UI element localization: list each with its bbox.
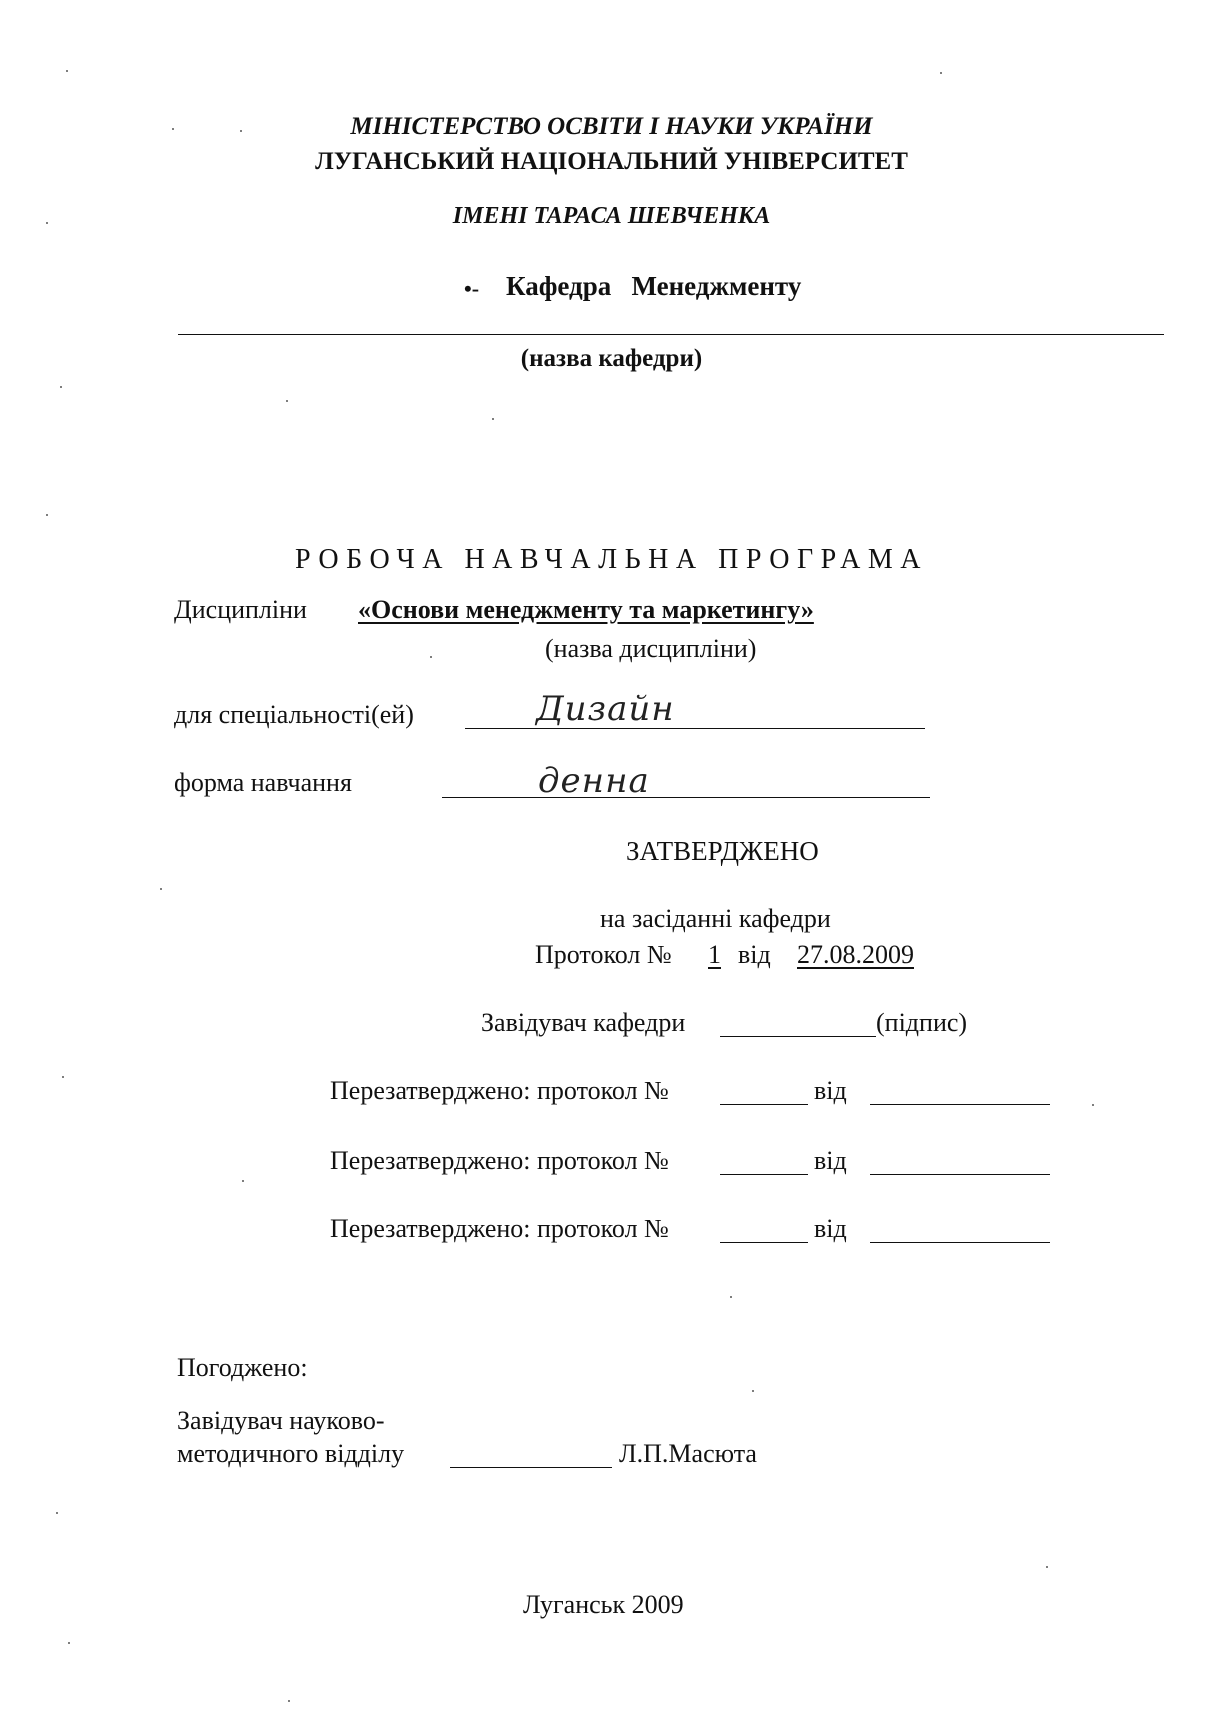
- discipline-label: Дисципліни: [174, 595, 307, 624]
- city-year: Луганськ 2009: [523, 1590, 684, 1619]
- program-title: РОБОЧА НАВЧАЛЬНА ПРОГРАМА: [295, 544, 928, 575]
- scan-speck: [66, 70, 68, 72]
- reapproval-from-1: від: [814, 1076, 847, 1105]
- signature-caption: (підпис): [876, 1008, 968, 1037]
- reapproval-from-2: від: [814, 1146, 847, 1175]
- reapproval-date-line-2: [870, 1174, 1050, 1175]
- approval-title: ЗАТВЕРДЖЕНО: [626, 836, 819, 866]
- scan-speck: [46, 222, 48, 224]
- discipline-name: «Основи менеджменту та маркетингу»: [358, 595, 814, 624]
- agreement-person: Л.П.Масюта: [619, 1439, 757, 1468]
- department-name: Кафедра Менеджменту: [506, 271, 802, 301]
- reapproval-number-line-3: [720, 1242, 808, 1243]
- specialty-handwritten: Дизайн: [536, 689, 675, 729]
- scan-speck: [242, 1180, 244, 1182]
- protocol-prefix: Протокол №: [535, 940, 672, 969]
- scan-speck: [1092, 1104, 1094, 1106]
- scan-speck: [240, 130, 242, 132]
- scan-speck: [56, 1512, 58, 1514]
- reapproval-label-2: Перезатверджено: протокол №: [330, 1146, 669, 1175]
- scan-speck: [940, 72, 942, 74]
- agreement-signature-line: [450, 1467, 612, 1468]
- university-heading: ЛУГАНСЬКИЙ НАЦІОНАЛЬНИЙ УНІВЕРСИТЕТ: [315, 148, 908, 175]
- approval-meeting: на засіданні кафедри: [600, 904, 831, 933]
- protocol-from: від: [738, 940, 771, 969]
- specialty-label: для спеціальності(ей): [174, 700, 414, 729]
- study-form-handwritten: денна: [538, 761, 650, 801]
- scan-speck: [1046, 1566, 1048, 1568]
- scan-speck: [62, 1076, 64, 1078]
- scan-speck: [46, 514, 48, 516]
- head-signature-line: [720, 1036, 876, 1037]
- agreement-position-line2: методичного відділу: [177, 1439, 405, 1468]
- scan-speck: [288, 1700, 290, 1702]
- department-mark: •-: [464, 276, 480, 301]
- agreement-position-line1: Завідувач науково-: [177, 1406, 385, 1435]
- scan-speck: [60, 386, 62, 388]
- reapproval-label-1: Перезатверджено: протокол №: [330, 1076, 669, 1105]
- protocol-date: 27.08.2009: [797, 940, 914, 969]
- scan-speck: [286, 400, 288, 402]
- reapproval-date-line-1: [870, 1104, 1050, 1105]
- reapproval-number-line-2: [720, 1174, 808, 1175]
- study-form-label: форма навчання: [174, 768, 352, 797]
- reapproval-number-line-1: [720, 1104, 808, 1105]
- specialty-underline: [465, 728, 925, 729]
- reapproval-from-3: від: [814, 1214, 847, 1243]
- discipline-caption: (назва дисципліни): [545, 634, 757, 663]
- head-of-department-label: Завідувач кафедри: [481, 1008, 686, 1037]
- university-named-after: ІМЕНІ ТАРАСА ШЕВЧЕНКА: [452, 203, 771, 229]
- department-caption: (назва кафедри): [520, 345, 703, 372]
- scan-speck: [430, 656, 432, 658]
- protocol-number: 1: [708, 940, 721, 969]
- scan-speck: [752, 1390, 754, 1392]
- scan-speck: [492, 418, 494, 420]
- scan-speck: [172, 128, 174, 130]
- scan-speck: [68, 1642, 70, 1644]
- study-form-underline: [442, 797, 930, 798]
- scan-speck: [730, 1296, 732, 1298]
- reapproval-date-line-3: [870, 1242, 1050, 1243]
- department-divider: [178, 334, 1164, 335]
- agreement-label: Погоджено:: [177, 1353, 308, 1382]
- scan-speck: [160, 888, 162, 890]
- ministry-heading: МІНІСТЕРСТВО ОСВІТИ І НАУКИ УКРАЇНИ: [350, 113, 873, 140]
- reapproval-label-3: Перезатверджено: протокол №: [330, 1214, 669, 1243]
